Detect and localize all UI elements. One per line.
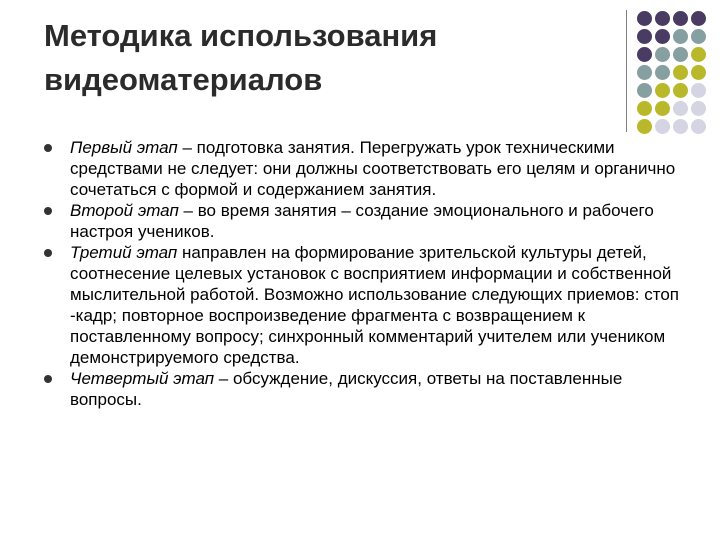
decorative-dot	[673, 65, 688, 80]
decorative-dot	[673, 83, 688, 98]
decorative-dot	[655, 101, 670, 116]
bullet-icon	[44, 375, 52, 383]
vertical-divider	[626, 10, 627, 132]
stage-lead: Второй этап	[70, 201, 179, 220]
slide-title: Методика использования видеоматериалов	[44, 18, 438, 97]
decorative-dot	[673, 11, 688, 26]
list-item	[44, 200, 684, 242]
decorative-dot	[691, 47, 706, 62]
decorative-dot	[691, 101, 706, 116]
list-item	[44, 242, 684, 368]
stage-text: – подготовка занятия. Перегружать урок техническими средствами не следует: они должны соответствовать его целям и органично сочетаться с формой и содержанием занятия.	[70, 138, 676, 199]
decorative-dot	[637, 11, 652, 26]
decorative-dot	[655, 119, 670, 134]
stage-text: – обсуждение, дискуссия, ответы на поставленные вопросы.	[70, 369, 623, 409]
decorative-dot	[691, 83, 706, 98]
list-item	[44, 137, 684, 200]
decorative-dot	[691, 29, 706, 44]
bullet-icon	[44, 207, 52, 215]
bullet-list	[44, 137, 684, 410]
decorative-dot	[655, 83, 670, 98]
decorative-dot	[655, 47, 670, 62]
bullet-icon	[44, 249, 52, 257]
stage-text: – во время занятия – создание эмоционального и рабочего настроя учеников.	[70, 201, 654, 241]
stage-lead: Четвертый этап	[70, 369, 215, 388]
decorative-dot	[655, 11, 670, 26]
decorative-dot	[655, 65, 670, 80]
bullet-icon	[44, 144, 52, 152]
decorative-dot	[637, 101, 652, 116]
stage-lead: Третий этап	[70, 243, 178, 262]
list-item	[44, 368, 684, 410]
decorative-dot	[637, 47, 652, 62]
decorative-dot	[691, 119, 706, 134]
decorative-dot	[637, 119, 652, 134]
decorative-dot	[691, 65, 706, 80]
decorative-dot	[673, 47, 688, 62]
decorative-dot	[637, 29, 652, 44]
decorative-dot	[673, 101, 688, 116]
decorative-dot	[691, 11, 706, 26]
decorative-dot-grid	[637, 11, 720, 134]
decorative-dot	[673, 29, 688, 44]
decorative-dot	[655, 29, 670, 44]
decorative-dot	[637, 83, 652, 98]
decorative-dot	[637, 65, 652, 80]
stage-text: направлен на формирование зрительской культуры детей, соотнесение целевых установок с восприятием информации и собственной мыслительной работой. Возможно использование следующих приемов: стоп -кадр; повторное воспроизведение фрагмента с возвращением к поставленному вопросу; синхронный комментарий учителем или учеником демонстрируемого средства.	[70, 243, 679, 367]
decorative-dot	[673, 119, 688, 134]
stage-lead: Первый этап	[70, 138, 178, 157]
